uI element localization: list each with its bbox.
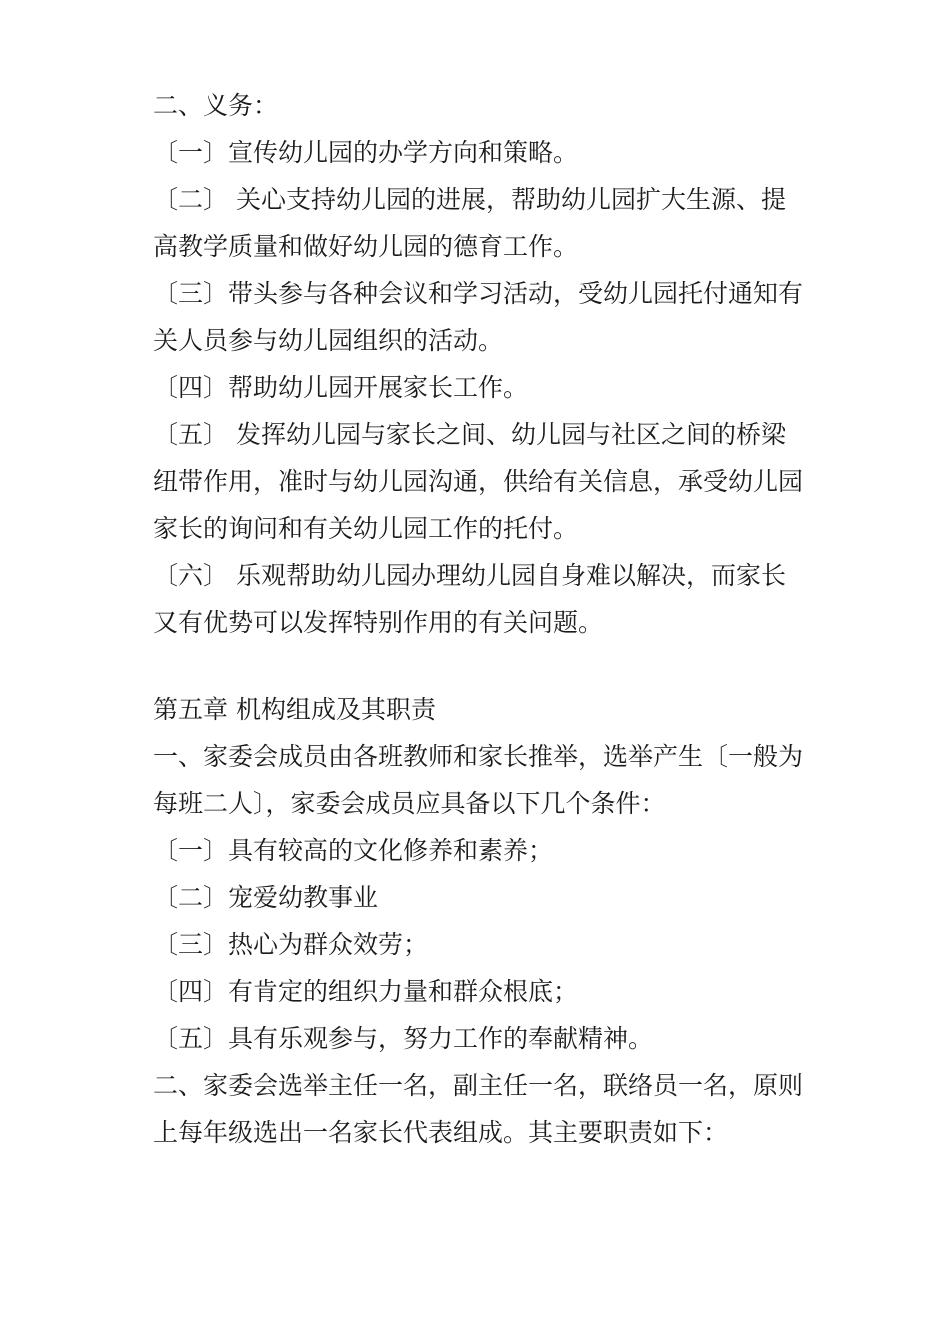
duty-item-6-line-2: 又有优势可以发挥特别作用的有关问题。: [153, 608, 604, 637]
duty-item-1-line-1: 〔一〕宣传幼儿园的办学方向和策略。: [153, 138, 579, 167]
chapter-para-2-line-1: 二、家委会选举主任一名，副主任一名，联络员一名，原则: [153, 1071, 804, 1100]
condition-item-5: 〔五〕具有乐观参与，努力工作的奉献精神。: [153, 1024, 654, 1053]
duty-item-6-line-1: 〔六〕 乐观帮助幼儿园办理幼儿园自身难以解决，而家长: [153, 561, 786, 590]
duty-item-5-line-3: 家长的询问和有关幼儿园工作的托付。: [153, 514, 579, 543]
condition-item-2: 〔二〕宠爱幼教事业: [153, 883, 379, 912]
section-heading-duties: 二、义务：: [153, 91, 279, 120]
chapter-para-2-line-2: 上每年级选出一名家长代表组成。其主要职责如下：: [153, 1118, 729, 1147]
duty-item-4-line-1: 〔四〕帮助幼儿园开展家长工作。: [153, 373, 529, 402]
duty-item-5-line-2: 纽带作用，准时与幼儿园沟通，供给有关信息，承受幼儿园: [153, 467, 804, 496]
chapter-para-1-line-1: 一、家委会成员由各班教师和家长推举，选举产生〔一般为: [153, 742, 804, 771]
condition-item-3: 〔三〕热心为群众效劳；: [153, 930, 429, 959]
chapter-title: 第五章 机构组成及其职责: [153, 695, 436, 724]
document-page: [153, 82, 833, 1156]
duty-item-2-line-2: 高教学质量和做好幼儿园的德育工作。: [153, 232, 579, 261]
duty-item-3-line-1: 〔三〕带头参与各种会议和学习活动，受幼儿园托付通知有: [153, 279, 804, 308]
duty-item-5-line-1: 〔五〕 发挥幼儿园与家长之间、幼儿园与社区之间的桥梁: [153, 420, 786, 449]
chapter-para-1-line-2: 每班二人〕，家委会成员应具备以下几个条件：: [153, 789, 666, 818]
duty-item-3-line-2: 关人员参与幼儿园组织的活动。: [153, 326, 504, 355]
condition-item-1: 〔一〕具有较高的文化修养和素养；: [153, 836, 554, 865]
condition-item-4: 〔四〕有肯定的组织力量和群众根底；: [153, 977, 579, 1006]
section-spacer: [153, 646, 833, 686]
duty-item-2-line-1: 〔二〕 关心支持幼儿园的进展，帮助幼儿园扩大生源、提: [153, 185, 786, 214]
